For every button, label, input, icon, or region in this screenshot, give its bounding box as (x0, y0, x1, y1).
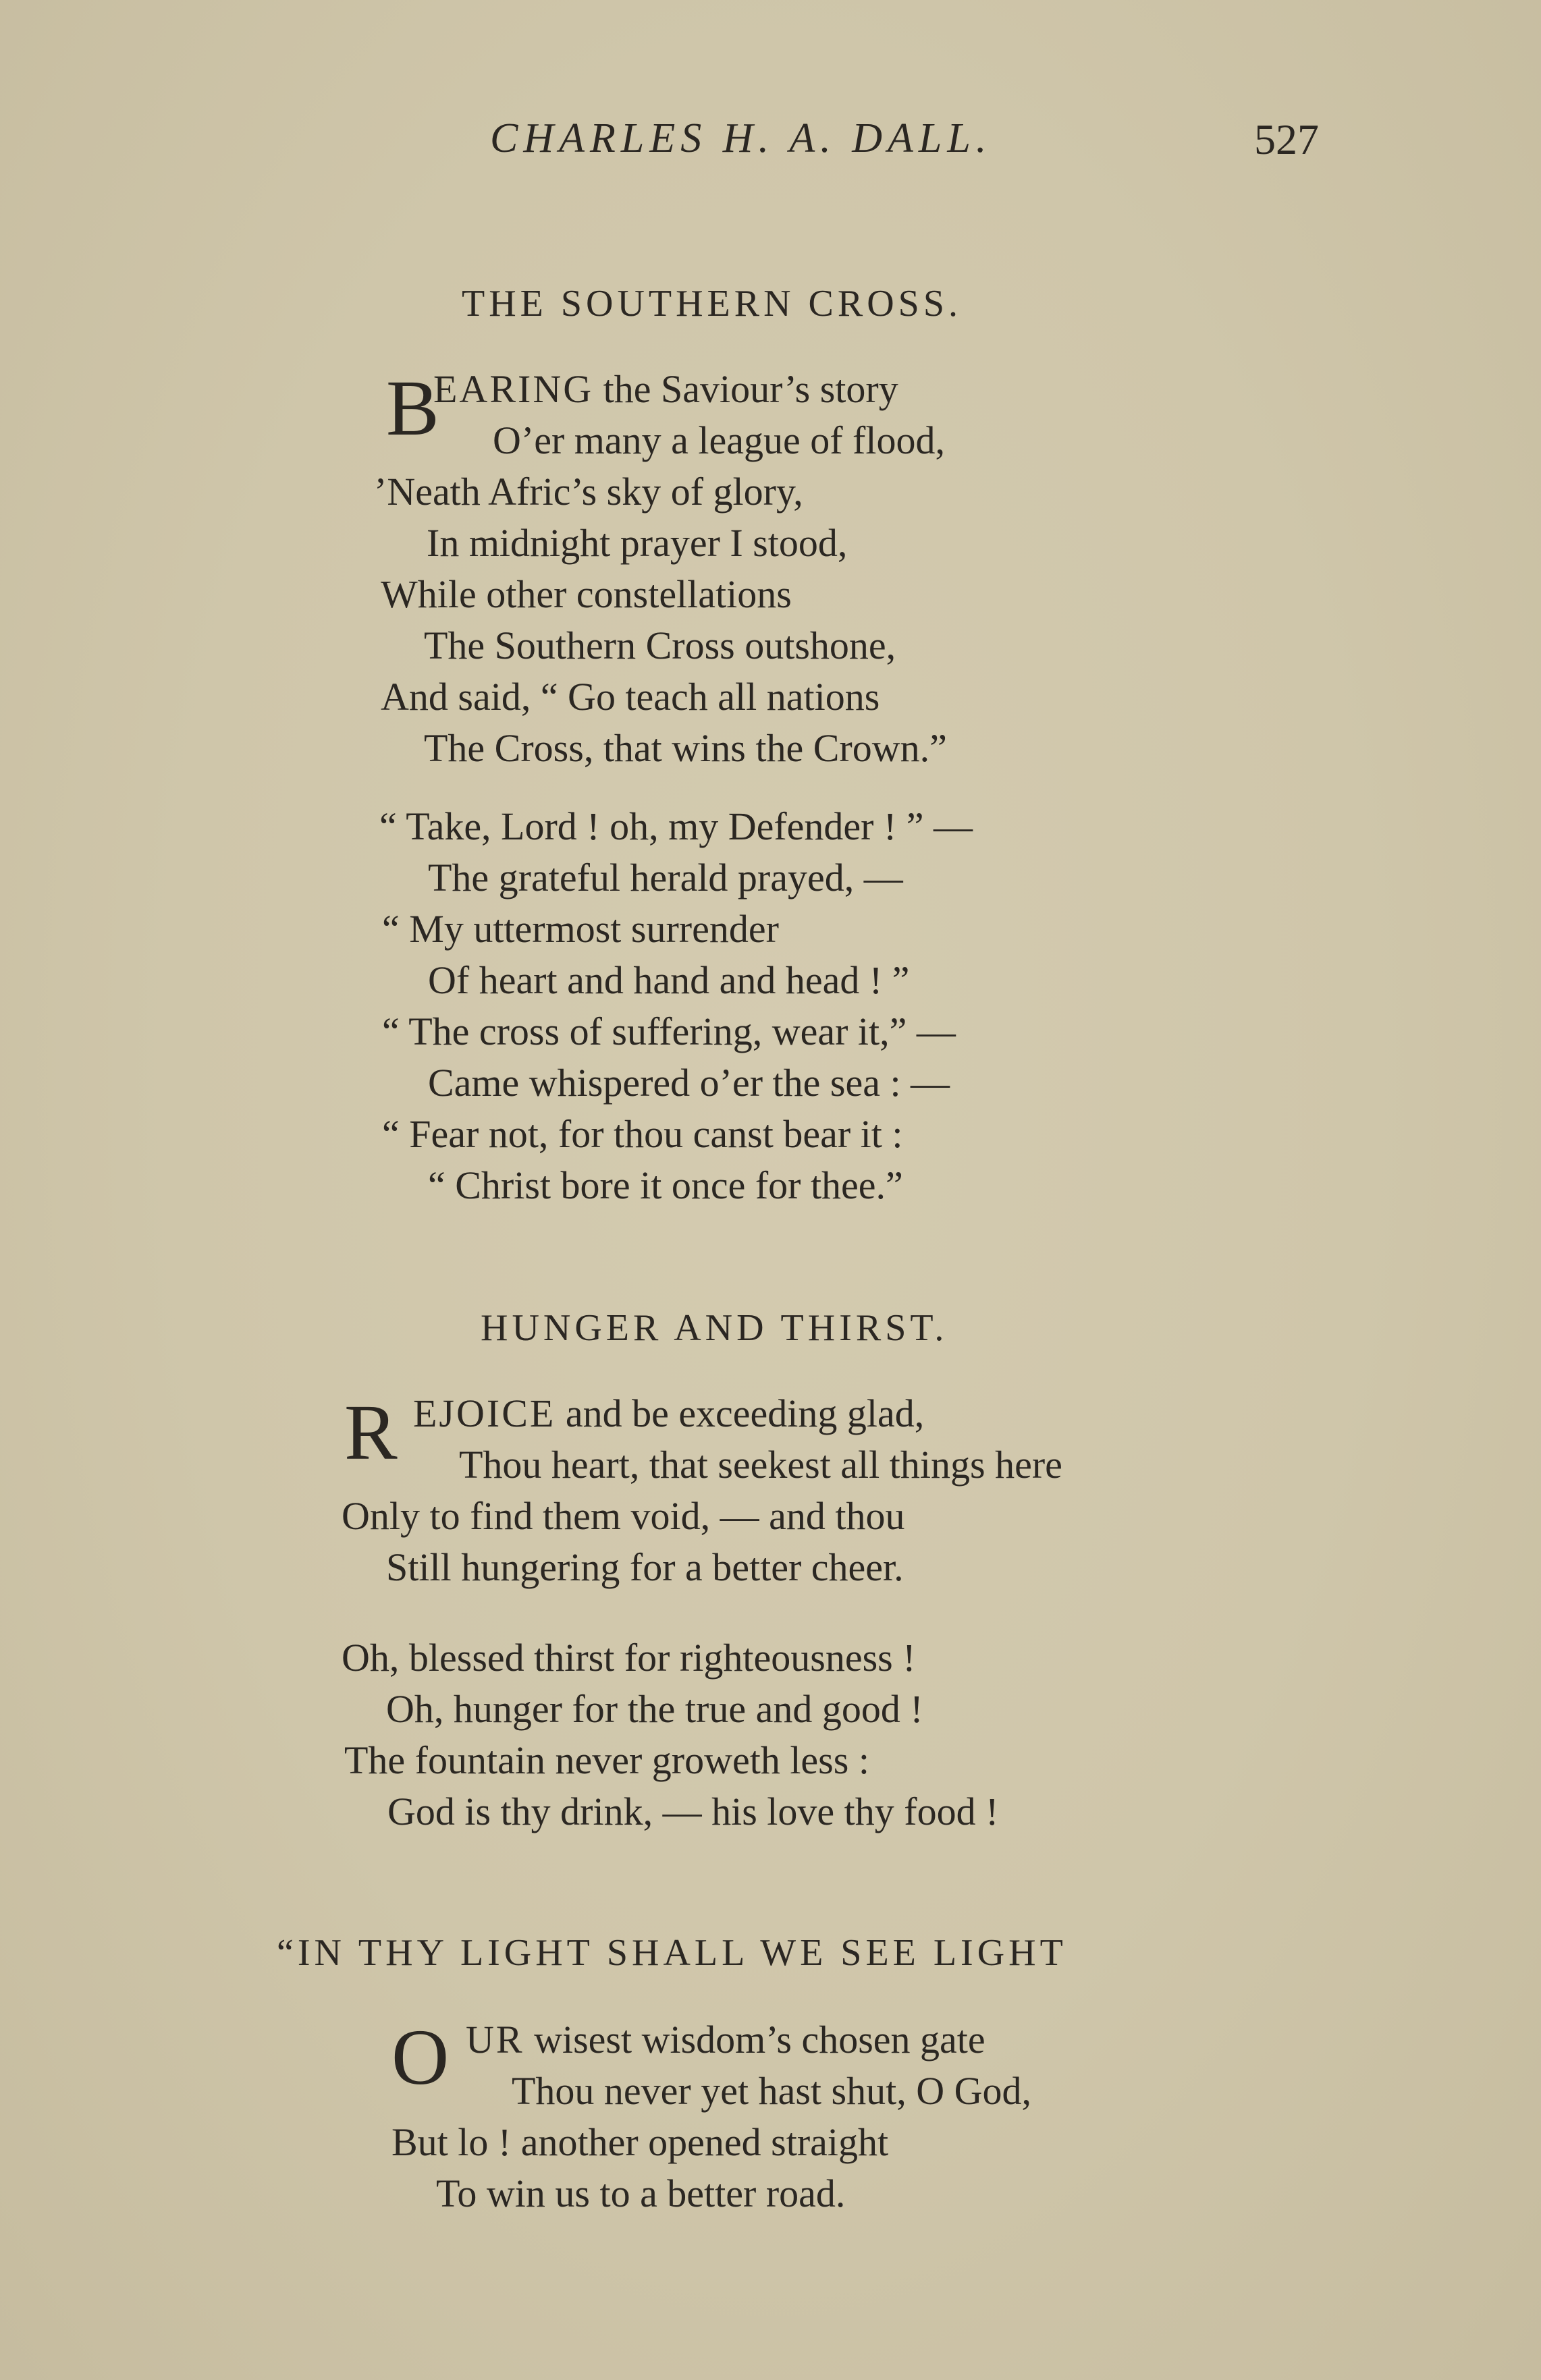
poem-line: While other constellations (381, 572, 792, 616)
poem-line: Oh, blessed thirst for righteousness ! (342, 1636, 916, 1680)
running-head: CHARLES H. A. DALL. (490, 115, 992, 161)
poem-line: “ The cross of suffering, wear it,” — (382, 1009, 956, 1053)
poem-line: But lo ! another opened straight (391, 2120, 889, 2164)
page-number: 527 (1254, 115, 1319, 163)
poem-line (466, 2020, 985, 2059)
poem-line (433, 367, 898, 411)
first-line-text: and be exceeding glad, (556, 1391, 925, 1435)
poem-title: THE SOUTHERN CROSS. (462, 283, 962, 325)
first-word-rest: EARING (433, 367, 594, 411)
drop-cap: O (391, 2013, 450, 2101)
poem-line: And said, “ Go teach all nations (381, 675, 880, 719)
first-word-rest: UR (466, 2018, 524, 2061)
poem-line (413, 1391, 925, 1435)
first-line-text: wisest wisdom’s chosen gate (524, 2018, 985, 2061)
poem-line: The Cross, that wins the Crown.” (424, 726, 947, 770)
poem-line: Oh, hunger for the true and good ! (386, 1687, 923, 1731)
poem-line: “ Take, Lord ! oh, my Defender ! ” — (379, 804, 973, 848)
poem-line: The fountain never groweth less : (344, 1738, 869, 1782)
poem-line: God is thy drink, — his love thy food ! (387, 1790, 999, 1833)
poem-line: In midnight prayer I stood, (427, 521, 848, 565)
poem-line: To win us to a better road. (436, 2171, 846, 2215)
drop-cap: R (344, 1388, 398, 1476)
poem-line: Of heart and hand and head ! ” (428, 958, 910, 1002)
poem-line: Only to find them void, — and thou (342, 1494, 905, 1538)
poem-line: “ My uttermost surrender (382, 907, 779, 951)
poem-line: Came whispered o’er the sea : — (428, 1061, 950, 1105)
poem-line: Thou heart, that seekest all things here (459, 1443, 1062, 1487)
poem-line: Thou never yet hast shut, O God, (512, 2069, 1031, 2113)
poem-line: “ Christ bore it once for thee.” (428, 1163, 903, 1207)
poem-line: ’Neath Afric’s sky of glory, (374, 470, 803, 514)
poem-title: “IN THY LIGHT SHALL WE SEE LIGHT (277, 1932, 1067, 1974)
poem-line: Still hungering for a better cheer. (386, 1545, 904, 1589)
first-word-rest: EJOICE (413, 1391, 556, 1435)
first-line-text: the Saviour’s story (593, 367, 898, 411)
poem-title: HUNGER AND THIRST. (481, 1307, 948, 1349)
poem-line: “ Fear not, for thou canst bear it : (382, 1112, 903, 1156)
poem-line: O’er many a league of flood, (493, 418, 945, 462)
poem-line: The grateful herald prayed, — (428, 856, 903, 900)
poem-line: The Southern Cross outshone, (424, 624, 896, 667)
drop-cap: B (386, 364, 439, 452)
